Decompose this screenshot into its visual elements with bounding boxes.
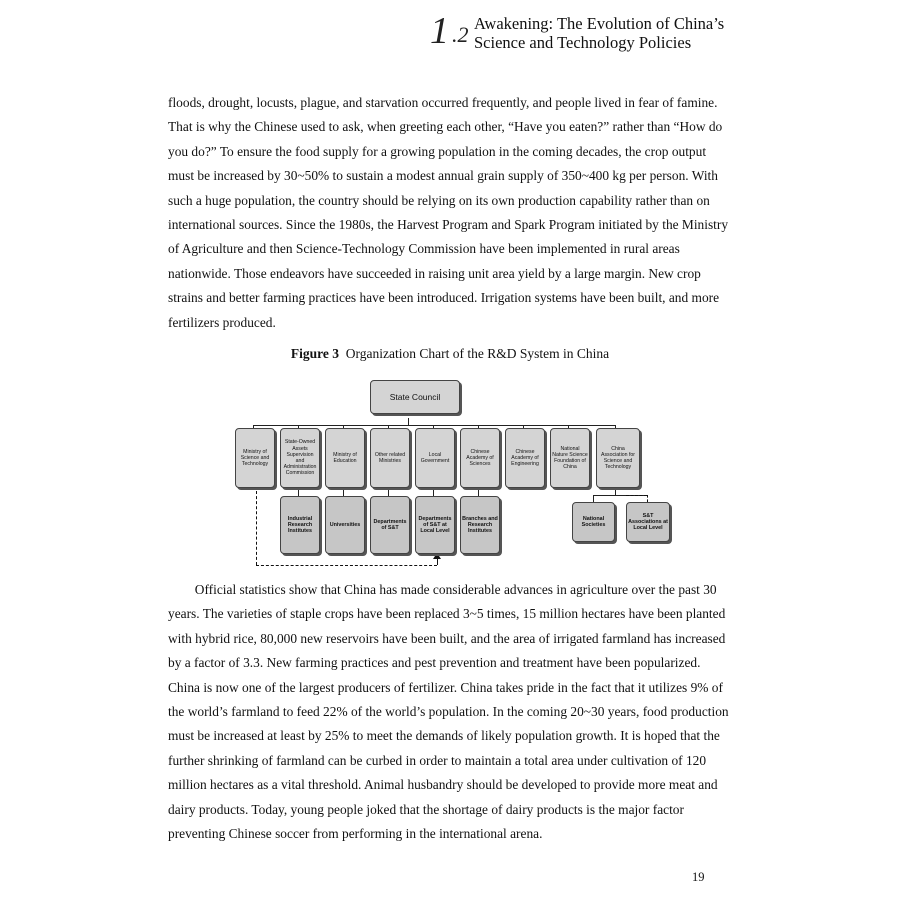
section-number: .2 (452, 22, 469, 47)
node-ministry-science-technology: Ministry of Science and Technology (235, 428, 275, 488)
node-local-government: Local Government (415, 428, 455, 488)
node-branches-research-institutes: Branches and Research Institutes (460, 496, 500, 554)
dashed-link-right-drop (647, 495, 648, 502)
dashed-link-bottom (256, 565, 437, 566)
node-national-societies: National Societies (572, 502, 615, 542)
node-state-council: State Council (370, 380, 460, 414)
node-chinese-academy-engineering: Chinese Academy of Engineering (505, 428, 545, 488)
paragraph-2 (168, 578, 730, 846)
node-ministry-education: Ministry of Education (325, 428, 365, 488)
dashed-link-left (256, 491, 257, 565)
node-sasac: State-Owned Assets Supervision and Administration Commission (280, 428, 320, 488)
node-departments-st-local: Departments of S&T at Local Level (415, 496, 455, 554)
node-industrial-research-institutes: Industrial Research Institutes (280, 496, 320, 554)
paragraph-1-text: floods, drought, locusts, plague, and starvation occurred frequently, and people lived in fear of famine. That is why the Chinese used to ask, when greeting each other, “Have you eaten?” rather than “How do you do?” To ensure the food supply for a growing population in the coming decades, the crop output must be increased by 30~50% to sustain a modest annual grain supply of 350~400 kg per person. With such a huge population, the country should be relying on its own production capability rather than on international sources. Since the 1980s, the Harvest Program and Spark Program initiated by the Ministry of Agriculture and then Science-Technology Commission have been implemented in rural areas nationwide. Those endeavors have succeeded in raising unit area yield by a large margin. New crop strains and better farming practices have been introduced. Irrigation systems have been built, and more fertilizers produced. (168, 95, 729, 330)
page-number: 19 (692, 870, 705, 884)
header-title-line2: Science and Technology Policies (474, 33, 692, 52)
running-header (430, 10, 880, 50)
figure-label: Figure 3 (290, 346, 340, 361)
node-st-associations-local: S&T Associations at Local Level (626, 502, 670, 542)
paragraph-2-text: Official statistics show that China has made considerable advances in agriculture over the past 30 years. The varieties of staple crops have been replaced 3~5 times, 15 million hectares have been planted with hybrid rice, 80,000 new reservoirs have been built, and the area of irrigated farmland has increased by a factor of 3.3. New farming practices and pest prevention and treatment have been popularized. China is now one of the largest producers of fertilizer. China takes pride in the fact that it utilizes 9% of the world’s farmland to feed 22% of the world’s population. In the coming 20~30 years, food production must be increased at least by 25% to meet the demands of likely population growth. It is hoped that the further shrinking of farmland can be curbed in order to maintain a total area under cultivation of 120 million hectares as a vital threshold. Animal husbandry should be developed to provide more meat and dairy products. Today, young people joked that the shortage of dairy products is the major factor preventing Chinese soccer from performing in the international arena. (168, 582, 729, 842)
node-cast: China Association for Science and Technology (596, 428, 640, 488)
figure-caption (0, 346, 900, 362)
figure-caption-text: Organization Chart of the R&D System in China (345, 346, 610, 361)
paragraph-1 (168, 91, 730, 335)
dashed-link-right (626, 495, 647, 496)
child-drop-a (593, 495, 594, 502)
chapter-number: 1 (430, 10, 449, 52)
node-nsfc: National Nature Science Foundation of China (550, 428, 590, 488)
header-title-line1: Awakening: The Evolution of China’s (474, 14, 725, 33)
node-other-ministries: Other related Ministries (370, 428, 410, 488)
node-departments-st: Departments of S&T (370, 496, 410, 554)
node-chinese-academy-sciences: Chinese Academy of Sciences (460, 428, 500, 488)
org-chart (230, 378, 678, 574)
node-universities: Universities (325, 496, 365, 554)
dashed-link-up (437, 559, 438, 565)
